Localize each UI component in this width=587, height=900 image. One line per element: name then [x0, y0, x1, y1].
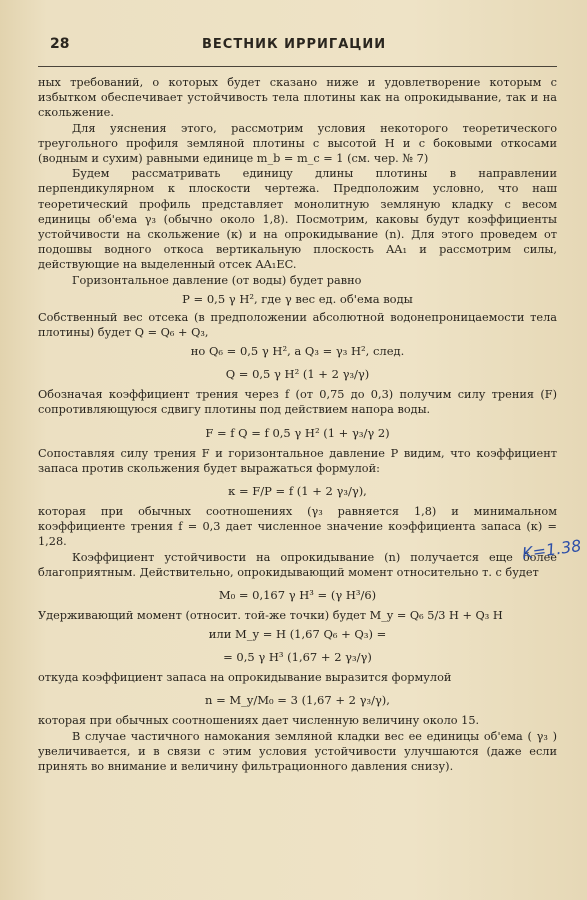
paragraph-6: Обозначая коэффициент трения через f (от 0,75 до 0,3) получим силу трения (F) сопротивляющуюся сдвигу плотины под действием напора воды.: [38, 388, 557, 417]
paragraph-8: которая при обычных соотношениях (γ₃ равняется 1,8) и минимальном коэффициенте трения f = 0,3 дает численное значение коэффициента запаса (к) = 1,28.: [38, 505, 557, 549]
paragraph-12: которая при обычных соотношениях дает численную величину около 15.: [38, 714, 480, 728]
page-number: 28: [50, 36, 70, 52]
paragraph-5: Собственный вес отсека (в предположении абсолютной водонепроницаемости тела плотины) будет Q = Q₆ + Q₃,: [38, 310, 557, 340]
equation-q: Q = 0,5 γ H² (1 + 2 γ₃/γ): [225, 367, 370, 382]
handwritten-note: K=1.38: [520, 535, 583, 564]
paragraph-13: В случае частичного намокания земляной кладки вес ее единицы об'ема ( γ₃ ) увеличивается, и в связи с этим условия устойчивости улучшаются (даже если принять во внимание и величину фильтрационного давления снизу).: [38, 729, 557, 774]
equation-n: n = M_y/M₀ = 3 (1,67 + 2 γ₃/γ),: [205, 693, 390, 708]
paragraph-1: ных требований, о которых будет сказано ниже и удовлетворение которым с избытком обеспечивает устойчивость тела плотины как на опрокидывание, так и на скольжение.: [38, 76, 557, 120]
paragraph-4: Горизонтальное давление (от воды) будет равно: [72, 273, 362, 287]
journal-title: ВЕСТНИК ИРРИГАЦИИ: [202, 37, 387, 52]
paragraph-3: Будем рассматривать единицу длины плотины в направлении перпендикулярном к плоскости чертежа. Предположим условно, что наш теоретический профиль представляет монолитную земляную кладку с весом единицы об'ема γ₃ (обычно около 1,8). Посмотрим, каковы будут коэффициенты устойчивости на скольжение (к) и на опрокидывание (n). Для этого проведем от подошвы водного откоса вертикальную плоскость AA₁ и рассмотрим силы, действующие на выделенный отсек AA₁EC.: [38, 167, 557, 272]
paragraph-9: Коэффициент устойчивости на опрокидывание (n) получается еще более благоприятным. Действительно, опрокидывающий момент относительно т. с будет: [38, 550, 557, 579]
paragraph-11: откуда коэффициент запаса на опрокидывание выразится формулой: [38, 671, 452, 685]
equation-my: или M_y = H (1,67 Q₆ + Q₃) =: [208, 627, 387, 642]
page-header: [38, 36, 557, 62]
equation-overturn-moment: M₀ = 0,167 γ H³ = (γ H³/6): [218, 588, 377, 603]
paragraph-10: Удерживающий момент (относит. той-же точки) будет M_y = Q₆ 5/3 H + Q₃ H: [38, 609, 503, 623]
paragraph-7: Сопоставляя силу трения F и горизонтальное давление P видим, что коэффициент запаса против скольжения будет выражаться формулой:: [38, 446, 557, 475]
equation-k: к = F/P = f (1 + 2 γ₃/γ),: [228, 484, 367, 499]
header-rule: [38, 66, 557, 67]
paragraph-2: Для уяснения этого, рассмотрим условия некоторого теоретического треугольного профиля земляной плотины с высотой H и с боковыми откосами (водным и сухим) равными единице m_b = m_c = 1 (см. чер. № 7): [38, 121, 557, 166]
equation-weights: но Q₆ = 0,5 γ H², а Q₃ = γ₃ H², след.: [190, 344, 405, 359]
equation-pressure: P = 0,5 γ H², где γ вес ед. об'ема воды: [182, 291, 413, 306]
equation-my-expanded: = 0,5 γ H³ (1,67 + 2 γ₃/γ): [223, 650, 372, 665]
equation-friction: F = f Q = f 0,5 γ H² (1 + γ₃/γ 2): [205, 425, 390, 440]
